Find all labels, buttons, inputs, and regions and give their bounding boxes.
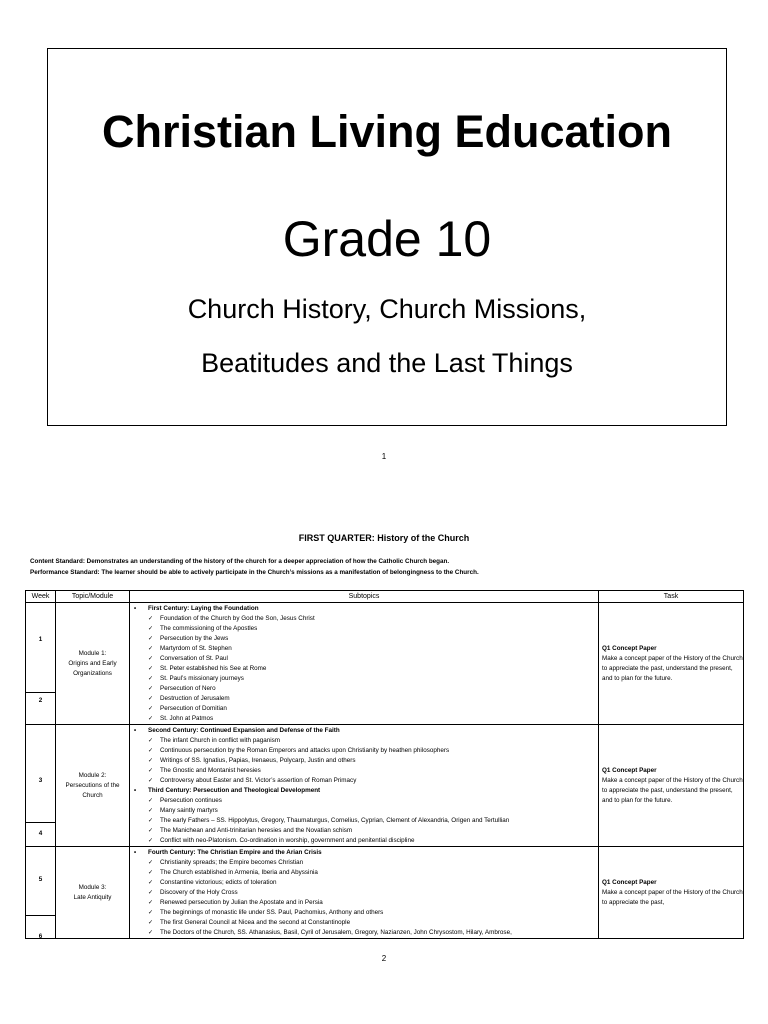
subtopic-text: The first General Council at Nicea and the second at Constantinople	[160, 919, 351, 926]
subtopic-text: Constantine victorious; edicts of toleration	[160, 879, 277, 886]
module-title: Module 2:	[78, 771, 107, 779]
bullet-icon: •	[134, 606, 137, 612]
checkmark-icon: ✓	[148, 716, 154, 722]
week-cell	[26, 847, 56, 916]
subtopic-text: The infant Church in conflict with paganism	[160, 737, 281, 744]
subtopic-text: Many saintly martyrs	[160, 807, 218, 814]
subtopic-text: St. Paul’s missionary journeys	[160, 675, 244, 682]
subtopic-item	[134, 796, 598, 806]
week-cell	[26, 725, 56, 823]
module-name: Persecutions of the Church	[65, 781, 120, 799]
subtopic-section	[134, 726, 598, 736]
subtopic-text: Fourth Century: The Christian Empire and the Arian Crisis	[148, 849, 322, 856]
module-name: Late Antiquity	[73, 893, 112, 901]
table-row	[26, 847, 744, 916]
checkmark-icon: ✓	[148, 616, 154, 622]
subtopics-cell	[130, 603, 599, 725]
week-cell	[26, 916, 56, 939]
quarter-title: FIRST QUARTER: History of the Church	[298, 533, 470, 543]
subtopic-item	[134, 928, 598, 938]
subtopic-section	[134, 848, 598, 858]
checkmark-icon: ✓	[148, 768, 154, 774]
subtopic-item	[134, 868, 598, 878]
task-cell	[599, 847, 744, 939]
week-cell	[26, 693, 56, 725]
week-number: 1	[38, 636, 43, 643]
subtopic-item	[134, 878, 598, 888]
checkmark-icon: ✓	[148, 808, 154, 814]
checkmark-icon: ✓	[148, 870, 154, 876]
subtopic-text: Writings of SS. Ignatius, Papias, Irenaeus, Polycarp, Justin and others	[160, 757, 356, 764]
subtopics-cell	[130, 847, 599, 939]
checkmark-icon: ✓	[148, 838, 154, 844]
week-number: 6	[38, 933, 43, 940]
subtopic-text: Persecution of Domitian	[160, 705, 227, 712]
checkmark-icon: ✓	[148, 910, 154, 916]
task-title: Q1 Concept Paper	[602, 878, 657, 886]
subtopic-text: The Church established in Armenia, Iberia and Abyssinia	[160, 869, 318, 876]
subtopic-item	[134, 908, 598, 918]
subtopic-item	[134, 674, 598, 684]
subtopic-item	[134, 776, 598, 786]
checkmark-icon: ✓	[148, 798, 154, 804]
checkmark-icon: ✓	[148, 686, 154, 692]
subtopic-text: Persecution of Nero	[160, 685, 216, 692]
checkmark-icon: ✓	[148, 890, 154, 896]
page-number-2: 2	[381, 954, 387, 963]
checkmark-icon: ✓	[148, 676, 154, 682]
subtopic-item	[134, 736, 598, 746]
subtopic-text: Continuous persecution by the Roman Emperors and attacks upon Christianity by heathen philosophers	[160, 747, 450, 754]
subtopic-item	[134, 746, 598, 756]
subtopic-text: Discovery of the Holy Cross	[160, 889, 238, 896]
week-number: 2	[38, 697, 43, 704]
subtopic-text: The Doctors of the Church, SS. Athanasius, Basil, Cyril of Jerusalem, Gregory, Nazianzen, John Chrysostom, Hilary, Ambrose,	[160, 929, 512, 936]
table-header-row	[26, 591, 744, 603]
module-cell	[56, 847, 130, 939]
checkmark-icon: ✓	[148, 636, 154, 642]
module-title: Module 3:	[78, 883, 107, 891]
checkmark-icon: ✓	[148, 646, 154, 652]
bullet-icon: •	[134, 728, 137, 734]
header-task: Task	[599, 591, 744, 603]
week-number: 4	[38, 830, 43, 837]
subtopic-item	[134, 654, 598, 664]
subtopics-cell	[130, 725, 599, 847]
cover-subtitle-line-1: Church History, Church Missions,	[187, 294, 587, 324]
task-description: Make a concept paper of the History of the Church to appreciate the past,	[602, 888, 743, 906]
subtopic-text: Persecution by the Jews	[160, 635, 229, 642]
cover-title: Christian Living Education	[101, 106, 673, 157]
checkmark-icon: ✓	[148, 818, 154, 824]
module-cell	[56, 725, 130, 847]
module-title: Module 1:	[78, 649, 107, 657]
week-number: 5	[38, 876, 43, 883]
checkmark-icon: ✓	[148, 738, 154, 744]
table-row	[26, 603, 744, 693]
subtopic-text: Destruction of Jerusalem	[160, 695, 230, 702]
subtopic-text: The Manichean and Anti-trinitarian heresies and the Novatian schism	[160, 827, 353, 834]
checkmark-icon: ✓	[148, 758, 154, 764]
checkmark-icon: ✓	[148, 900, 154, 906]
subtopic-item	[134, 714, 598, 724]
checkmark-icon: ✓	[148, 748, 154, 754]
subtopic-item	[134, 614, 598, 624]
subtopic-text: Foundation of the Church by God the Son, Jesus Christ	[160, 615, 315, 622]
subtopic-section	[134, 604, 598, 614]
checkmark-icon: ✓	[148, 778, 154, 784]
subtopic-item	[134, 766, 598, 776]
subtopic-item	[134, 664, 598, 674]
subtopic-text: The Gnostic and Montanist heresies	[160, 767, 261, 774]
checkmark-icon: ✓	[148, 828, 154, 834]
subtopic-text: St. John at Patmos	[160, 715, 214, 722]
subtopic-section	[134, 786, 598, 796]
checkmark-icon: ✓	[148, 930, 154, 936]
cover-subtitle-line-2: Beatitudes and the Last Things	[201, 348, 573, 378]
checkmark-icon: ✓	[148, 706, 154, 712]
subtopic-item	[134, 644, 598, 654]
checkmark-icon: ✓	[148, 860, 154, 866]
subtopic-item	[134, 826, 598, 836]
page-number-1: 1	[381, 452, 387, 461]
bullet-icon: •	[134, 850, 137, 856]
subtopic-item	[134, 806, 598, 816]
header-week: Week	[26, 591, 56, 603]
subtopic-text: Persecution continues	[160, 797, 222, 804]
subtopic-item	[134, 634, 598, 644]
subtopic-item	[134, 756, 598, 766]
subtopic-text: The beginnings of monastic life under SS. Paul, Pachomius, Anthony and others	[160, 909, 384, 916]
subtopic-text: Third Century: Persecution and Theological Development	[148, 787, 321, 794]
performance-standard: Performance Standard: The learner should be able to actively participate in the Church’s missions as a manifestation of belongingness to the Church.	[30, 569, 479, 576]
week-cell	[26, 823, 56, 847]
week-cell	[26, 603, 56, 693]
task-cell	[599, 725, 744, 847]
checkmark-icon: ✓	[148, 920, 154, 926]
module-name: Origins and Early Organizations	[68, 659, 117, 677]
header-subtopics: Subtopics	[130, 591, 599, 603]
checkmark-icon: ✓	[148, 696, 154, 702]
content-standard: Content Standard: Demonstrates an understanding of the history of the church for a deeper appreciation of how the Catholic Church began.	[30, 558, 450, 565]
checkmark-icon: ✓	[148, 880, 154, 886]
subtopic-item	[134, 836, 598, 846]
subtopic-item	[134, 918, 598, 928]
subtopic-text: St. Peter established his See at Rome	[160, 665, 267, 672]
task-title: Q1 Concept Paper	[602, 766, 657, 774]
subtopic-item	[134, 624, 598, 634]
task-cell	[599, 603, 744, 725]
subtopic-text: Conversation of St. Paul	[160, 655, 228, 662]
subtopic-text: Renewed persecution by Julian the Apostate and in Persia	[160, 899, 323, 906]
cover-grade: Grade 10	[282, 211, 492, 267]
subtopic-text: The commissioning of the Apostles	[160, 625, 258, 632]
cover-box	[47, 48, 727, 426]
task-description: Make a concept paper of the History of the Church to appreciate the past, understand the present, and to plan for the future.	[602, 776, 743, 804]
subtopic-item	[134, 898, 598, 908]
module-cell	[56, 603, 130, 725]
table-row	[26, 725, 744, 823]
subtopic-text: The early Fathers – SS. Hippolytus, Gregory, Thaumaturgus, Cornelius, Cyprian, Clement of Alexandria, Origen and Tertullian	[160, 817, 510, 824]
subtopic-item	[134, 684, 598, 694]
bullet-icon: •	[134, 788, 137, 794]
subtopic-item	[134, 816, 598, 826]
subtopic-text: Christianity spreads; the Empire becomes Christian	[160, 859, 304, 866]
checkmark-icon: ✓	[148, 626, 154, 632]
subtopic-item	[134, 858, 598, 868]
task-title: Q1 Concept Paper	[602, 644, 657, 652]
subtopic-text: Conflict with neo-Platonism. Co-ordination in worship, government and penitential discipline	[160, 837, 415, 844]
subtopic-text: Controversy about Easter and St. Victor’s assertion of Roman Primacy	[160, 777, 357, 784]
subtopic-text: Second Century: Continued Expansion and Defense of the Faith	[148, 727, 340, 734]
subtopic-item	[134, 704, 598, 714]
curriculum-table	[25, 590, 744, 939]
subtopic-text: Martyrdom of St. Stephen	[160, 645, 232, 652]
subtopic-item	[134, 694, 598, 704]
checkmark-icon: ✓	[148, 666, 154, 672]
week-number: 3	[38, 777, 43, 784]
subtopic-item	[134, 888, 598, 898]
task-description: Make a concept paper of the History of the Church to appreciate the past, understand the present, and to plan for the future.	[602, 654, 743, 682]
subtopic-text: First Century: Laying the Foundation	[148, 605, 259, 612]
header-topic-module: Topic/Module	[56, 591, 130, 603]
checkmark-icon: ✓	[148, 656, 154, 662]
